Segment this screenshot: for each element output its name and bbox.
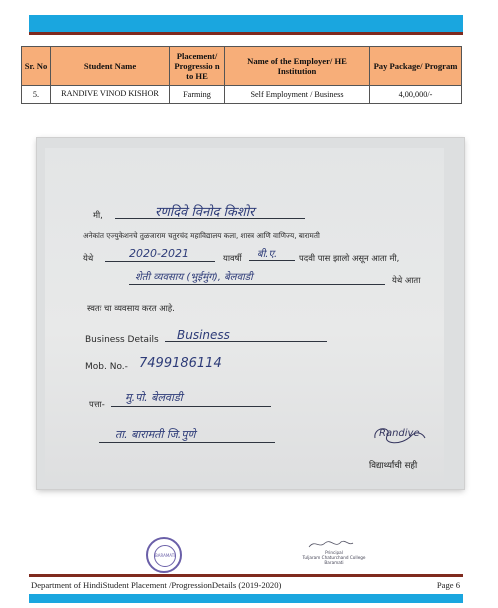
handwritten-name: रणदिवे विनोद किशोर [155,205,255,220]
college-line: अनेकांत एज्युकेशनचे तुळजाराम चतुरचंद महाविद्यालय कला, शास्त्र आणि वाणिज्य, बारामती [83,231,320,240]
college-seal [146,537,182,573]
handwritten-degree: बी.ए. [257,249,278,260]
self-business-line: स्वतः चा व्यवसाय करत आहे. [87,303,175,313]
address-line-1: मु.पो. बेलवाडी [125,391,183,404]
degree-underline [249,260,295,261]
cell-pay-package: 4,00,000/- [370,86,462,104]
label-yethe: येथे [83,253,94,263]
label-year-suffix: यावर्षी [223,253,242,263]
name-underline [115,218,305,219]
year-underline [105,261,215,262]
table-row [22,86,462,104]
column-header-placement: Placement/ Progressio n to HE [170,47,225,86]
label-degree-suffix: पदवी पास झालो असून आता मी, [299,253,400,263]
business-details-value: Business [177,328,230,342]
address-underline-2 [99,442,275,443]
mobile-label: Mob. No.- [85,362,128,372]
header-band [29,15,463,32]
scanned-letter [37,138,464,489]
cell-employer: Self Employment / Business [225,86,370,104]
address-line-2: ता. बारामती जि.पुणे [115,428,196,441]
cell-student-name: RANDIVE VINOD KISHOR [51,86,170,104]
business-details-label: Business Details [85,335,159,345]
principal-signature [307,537,355,551]
principal-college: Tuljaram Chaturchand College [302,555,366,560]
label-place-suffix: येथे आता [392,275,421,285]
principal-label: Principal [325,550,343,555]
column-header-sr-no: Sr. No [22,47,51,86]
page-number: Page 6 [436,580,460,590]
address-underline-1 [111,406,271,407]
cell-sr-no: 5. [22,86,51,104]
footer-band [29,594,463,603]
handwritten-year: 2020-2021 [129,247,189,260]
address-label: पत्ता- [89,399,105,409]
column-header-pay-package: Pay Package/ Program [370,47,462,86]
header-rule [29,32,463,35]
column-header-student-name: Student Name [51,47,170,86]
cell-placement: Farming [170,86,225,104]
business-underline [129,284,385,285]
student-signature: Randive [379,428,420,439]
label-mi: मी, [93,210,103,220]
footer-rule [29,574,463,577]
signature-caption: विद्यार्थ्यांची सही [369,461,418,471]
placement-table [21,46,462,104]
business-details-underline [165,341,327,342]
mobile-value: 7499186114 [139,356,222,371]
footer-department-text: Department of HindiStudent Placement /ProgressionDetails (2019-2020) [31,580,282,590]
college-seal-text: BARAMATI [154,545,176,567]
signature-flourish [371,424,429,450]
column-header-employer: Name of the Employer/ HE Institution [225,47,370,86]
handwritten-business: शेती व्यवसाय (भुईमुंग), बेलवाडी [135,272,253,283]
principal-place: Baramati [324,560,344,565]
principal-block [296,550,372,565]
table-header-row [22,47,462,86]
